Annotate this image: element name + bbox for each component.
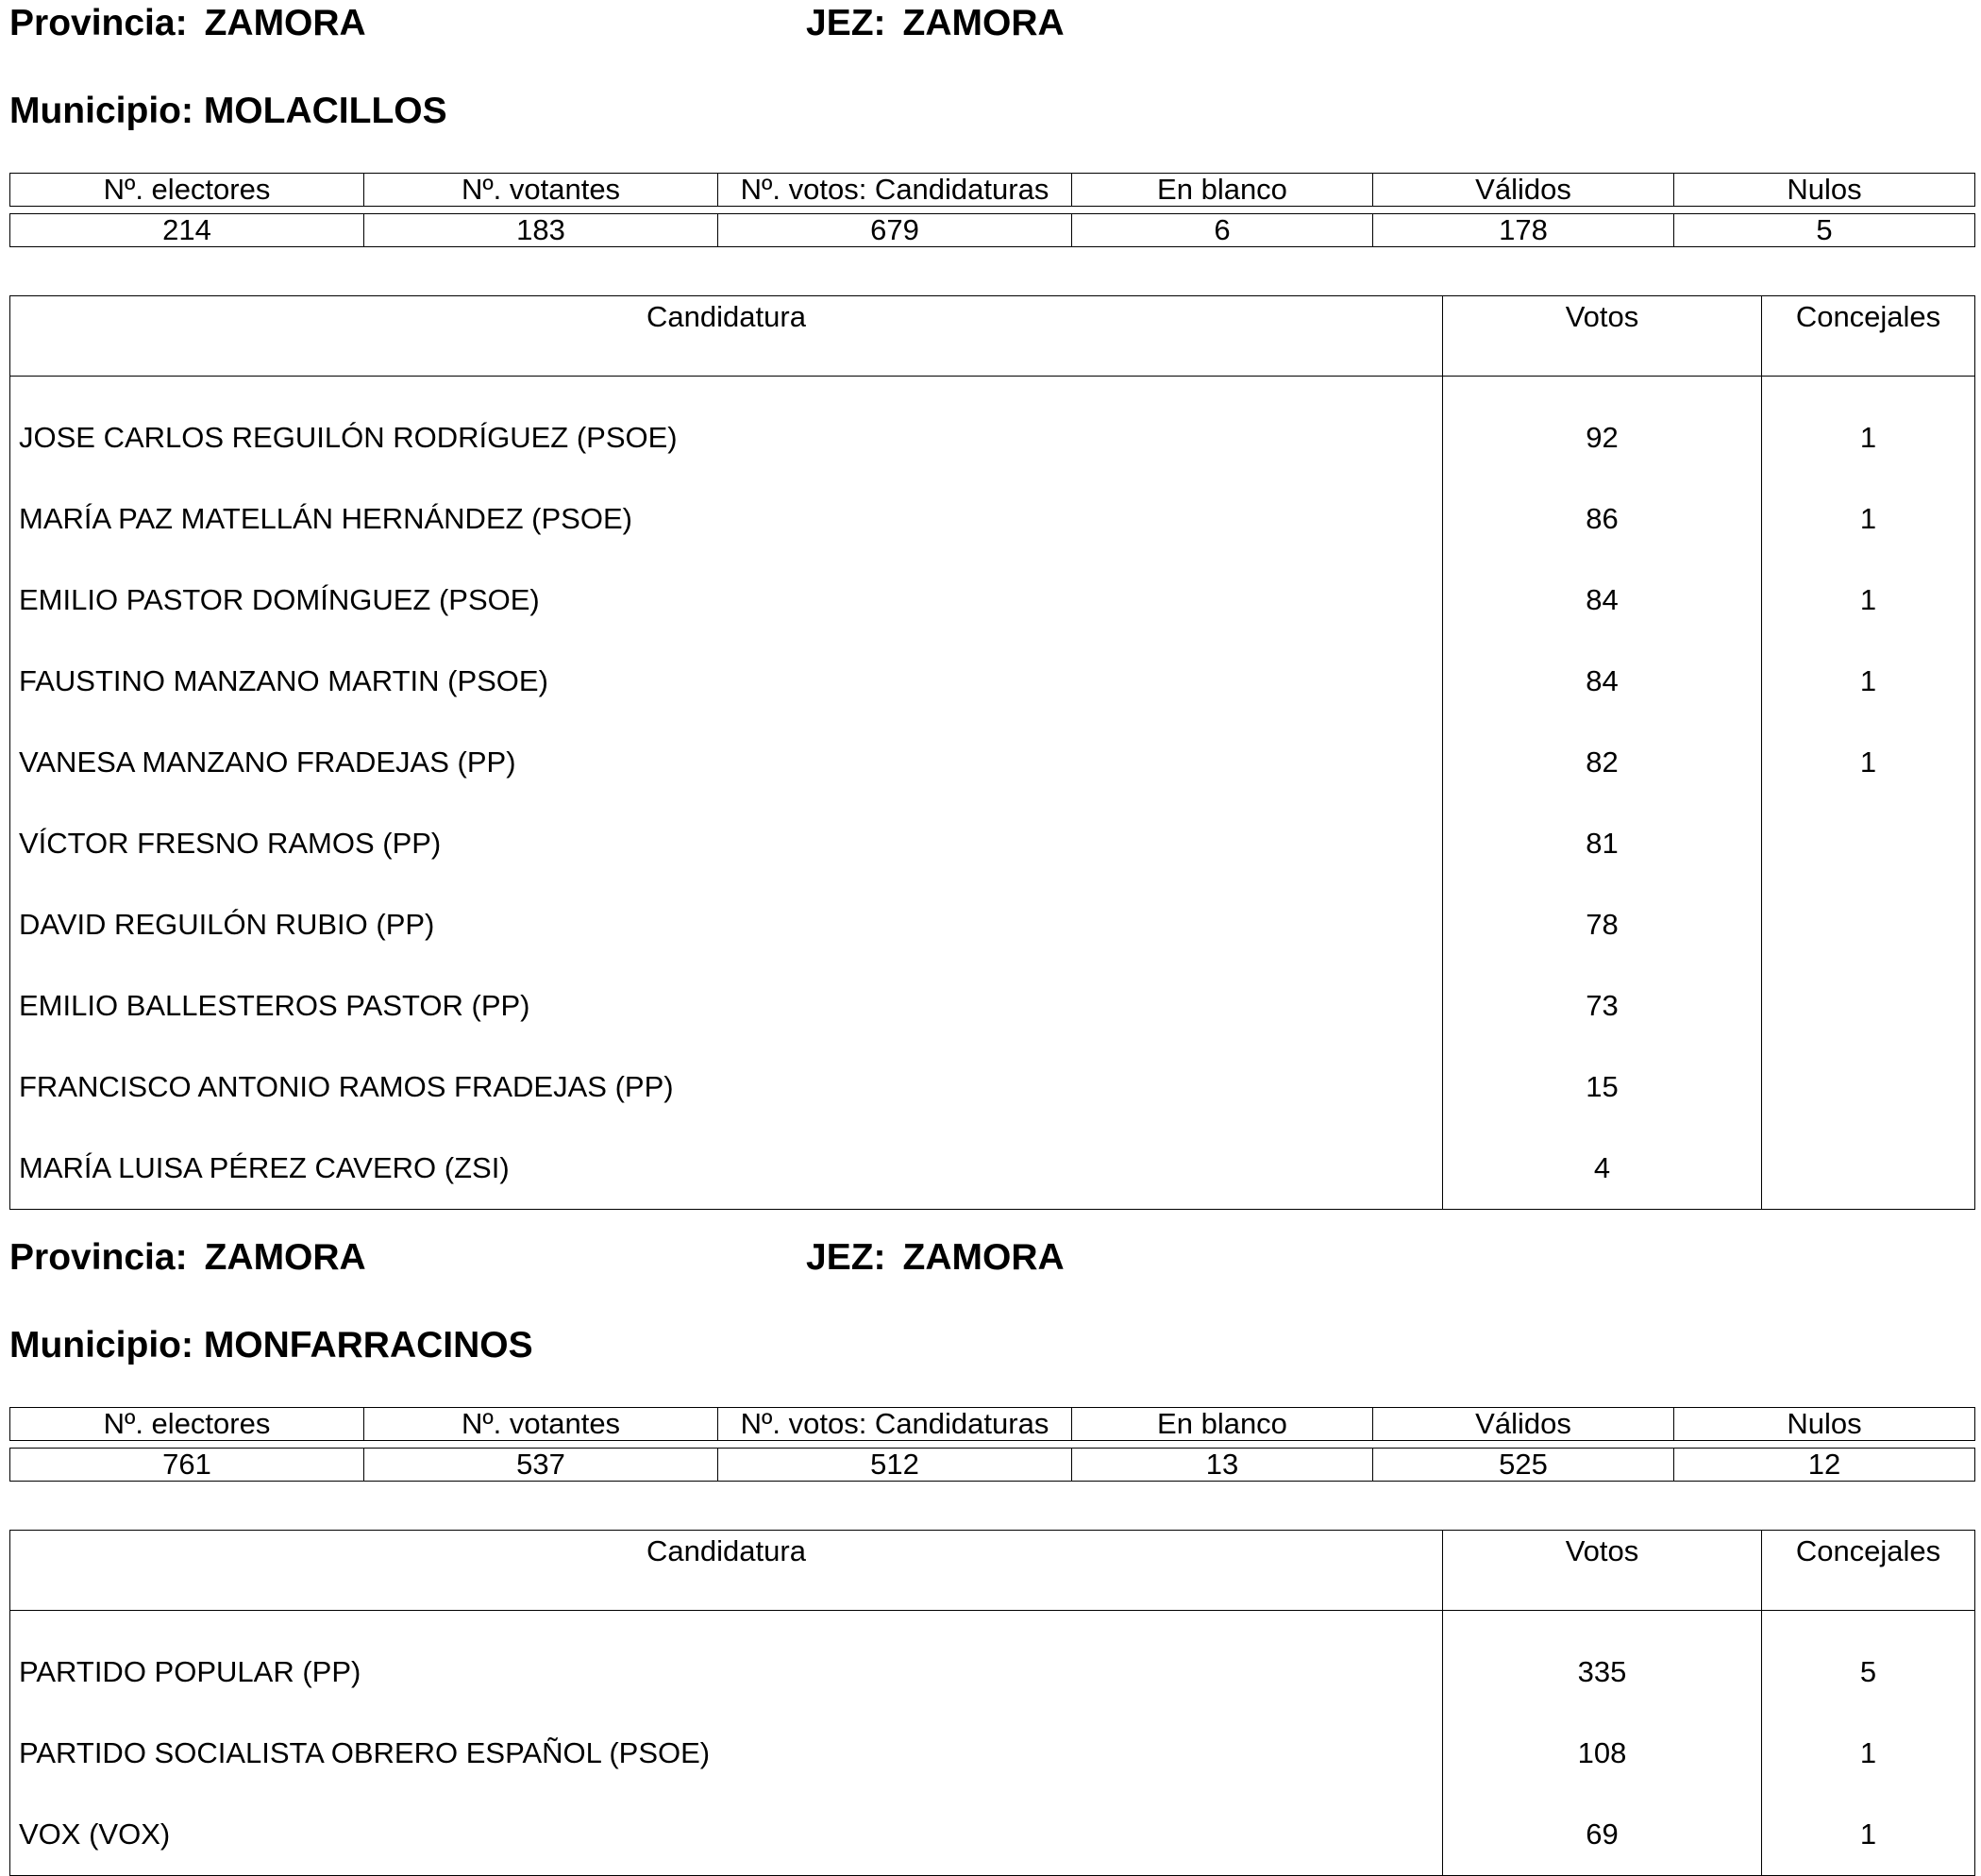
provincia-label: Provincia: [9, 1237, 188, 1278]
candidate-votos: 15 [1443, 1047, 1762, 1128]
header-candidatura: Candidatura [10, 1531, 1443, 1611]
stats-table [9, 173, 1975, 207]
table-row [10, 560, 1975, 641]
stats-value-row [10, 1449, 1975, 1482]
candidate-votos: 4 [1443, 1128, 1762, 1210]
table-row [10, 377, 1975, 479]
candidate-name: VÍCTOR FRESNO RAMOS (PP) [19, 827, 442, 860]
candidate-votos: 92 [1443, 377, 1762, 479]
candidate-concejales: 1 [1762, 377, 1975, 479]
jez-label: JEZ: [806, 3, 886, 43]
stats-header-validos: Válidos [1373, 1408, 1674, 1441]
provincia-header [9, 5, 366, 42]
candidates-table [9, 1530, 1975, 1876]
provincia-label: Provincia: [9, 3, 188, 43]
table-row [10, 1128, 1975, 1210]
stats-header-electores: Nº. electores [10, 1408, 364, 1441]
municipio-section-molacillos [9, 0, 1974, 1184]
candidate-votos: 81 [1443, 803, 1762, 884]
table-row [10, 884, 1975, 965]
provincia-header [9, 1239, 366, 1276]
stats-value-nulos: 12 [1674, 1449, 1975, 1482]
jez-header [806, 5, 1065, 42]
jez-value: ZAMORA [902, 3, 1065, 43]
candidate-name: PARTIDO SOCIALISTA OBRERO ESPAÑOL (PSOE) [19, 1736, 711, 1769]
stats-table [9, 1407, 1975, 1441]
header-candidatura: Candidatura [10, 296, 1443, 377]
candidate-votos: 84 [1443, 560, 1762, 641]
candidate-concejales [1762, 803, 1975, 884]
stats-header-electores: Nº. electores [10, 174, 364, 207]
table-row [10, 965, 1975, 1047]
jez-value: ZAMORA [902, 1237, 1065, 1278]
header-concejales: Concejales [1762, 1531, 1975, 1611]
stats-values-table [9, 1448, 1975, 1482]
stats-header-validos: Válidos [1373, 174, 1674, 207]
candidates-header-row [10, 1531, 1975, 1611]
provincia-value: ZAMORA [204, 3, 366, 43]
candidate-concejales: 1 [1762, 1794, 1975, 1876]
table-row [10, 478, 1975, 560]
candidate-name: MARÍA PAZ MATELLÁN HERNÁNDEZ (PSOE) [19, 502, 632, 535]
stats-header-row [10, 1408, 1975, 1441]
stats-header-votantes: Nº. votantes [364, 174, 718, 207]
candidate-name: VOX (VOX) [19, 1817, 171, 1851]
candidate-votos: 84 [1443, 641, 1762, 722]
stats-value-votos-candidaturas: 512 [718, 1449, 1072, 1482]
stats-header-en-blanco: En blanco [1072, 1408, 1373, 1441]
stats-value-electores: 761 [10, 1449, 364, 1482]
candidate-votos: 73 [1443, 965, 1762, 1047]
candidate-votos: 82 [1443, 722, 1762, 803]
municipio-header [9, 92, 447, 129]
stats-value-nulos: 5 [1674, 214, 1975, 247]
table-row [10, 641, 1975, 722]
stats-header-nulos: Nulos [1674, 1408, 1975, 1441]
candidates-table [9, 295, 1975, 1210]
candidate-concejales: 5 [1762, 1611, 1975, 1714]
candidate-name: MARÍA LUISA PÉREZ CAVERO (ZSI) [19, 1151, 510, 1184]
candidate-concejales: 1 [1762, 478, 1975, 560]
stats-value-votos-candidaturas: 679 [718, 214, 1072, 247]
header-votos: Votos [1443, 296, 1762, 377]
candidate-votos: 78 [1443, 884, 1762, 965]
candidate-concejales [1762, 1047, 1975, 1128]
stats-value-validos: 178 [1373, 214, 1674, 247]
stats-value-votantes: 183 [364, 214, 718, 247]
jez-header [806, 1239, 1065, 1276]
candidate-name: DAVID REGUILÓN RUBIO (PP) [19, 908, 435, 941]
table-row [10, 1713, 1975, 1794]
table-row [10, 722, 1975, 803]
table-row [10, 1794, 1975, 1876]
municipio-label: Municipio: [9, 1325, 193, 1365]
jez-label: JEZ: [806, 1237, 886, 1278]
candidate-name: FAUSTINO MANZANO MARTIN (PSOE) [19, 664, 548, 697]
candidate-name: EMILIO BALLESTEROS PASTOR (PP) [19, 989, 530, 1022]
table-row [10, 1047, 1975, 1128]
header-concejales: Concejales [1762, 296, 1975, 377]
stats-header-row [10, 174, 1975, 207]
stats-header-votos-candidaturas: Nº. votos: Candidaturas [718, 174, 1072, 207]
stats-value-votantes: 537 [364, 1449, 718, 1482]
municipio-label: Municipio: [9, 91, 193, 131]
stats-header-votantes: Nº. votantes [364, 1408, 718, 1441]
municipio-section-monfarracinos [9, 1234, 1974, 1852]
municipio-header [9, 1327, 533, 1364]
candidate-concejales: 1 [1762, 722, 1975, 803]
stats-value-en-blanco: 13 [1072, 1449, 1373, 1482]
candidate-votos: 335 [1443, 1611, 1762, 1714]
table-row [10, 1611, 1975, 1714]
candidates-header-row [10, 296, 1975, 377]
candidate-concejales: 1 [1762, 560, 1975, 641]
candidate-concejales [1762, 884, 1975, 965]
candidate-name: FRANCISCO ANTONIO RAMOS FRADEJAS (PP) [19, 1070, 674, 1103]
stats-header-en-blanco: En blanco [1072, 174, 1373, 207]
stats-value-en-blanco: 6 [1072, 214, 1373, 247]
provincia-value: ZAMORA [204, 1237, 366, 1278]
municipio-value: MOLACILLOS [203, 91, 447, 131]
candidate-votos: 69 [1443, 1794, 1762, 1876]
candidate-concejales: 1 [1762, 1713, 1975, 1794]
municipio-value: MONFARRACINOS [203, 1325, 533, 1365]
candidate-name: EMILIO PASTOR DOMÍNGUEZ (PSOE) [19, 583, 540, 616]
candidate-concejales [1762, 965, 1975, 1047]
candidate-name: JOSE CARLOS REGUILÓN RODRÍGUEZ (PSOE) [19, 421, 678, 454]
stats-value-electores: 214 [10, 214, 364, 247]
candidate-votos: 86 [1443, 478, 1762, 560]
candidate-name: PARTIDO POPULAR (PP) [19, 1655, 361, 1688]
candidate-votos: 108 [1443, 1713, 1762, 1794]
header-votos: Votos [1443, 1531, 1762, 1611]
candidate-concejales: 1 [1762, 641, 1975, 722]
stats-header-votos-candidaturas: Nº. votos: Candidaturas [718, 1408, 1072, 1441]
stats-header-nulos: Nulos [1674, 174, 1975, 207]
table-row [10, 803, 1975, 884]
stats-value-validos: 525 [1373, 1449, 1674, 1482]
stats-values-table [9, 213, 1975, 247]
stats-value-row [10, 214, 1975, 247]
candidate-name: VANESA MANZANO FRADEJAS (PP) [19, 745, 516, 779]
candidate-concejales [1762, 1128, 1975, 1210]
